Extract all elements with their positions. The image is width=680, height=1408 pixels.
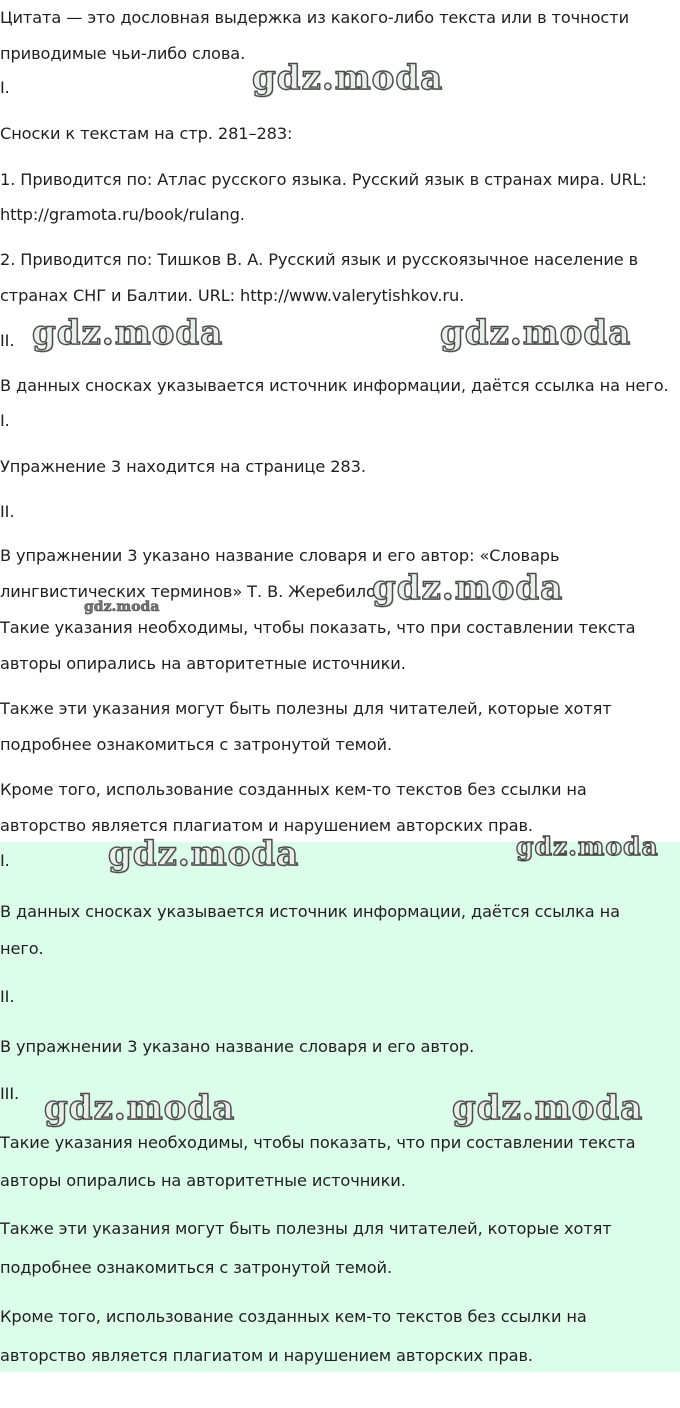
- text-line: авторство является плагиатом и нарушением авторских прав.: [0, 1346, 533, 1365]
- section-marker: II.: [0, 987, 15, 1006]
- text-line: авторство является плагиатом и нарушением авторских прав.: [0, 816, 533, 835]
- watermark-logo: gdz.moda: [440, 313, 632, 353]
- text-line: авторы опирались на авторитетные источники.: [0, 1171, 406, 1190]
- watermark-logo: gdz.moda: [252, 58, 444, 98]
- footnote-2-url: странах СНГ и Балтии. URL: http://www.valerytishkov.ru.: [0, 286, 465, 305]
- watermark-logo: gdz.moda: [32, 313, 224, 353]
- text-line: подробнее ознакомиться с затронутой темой.: [0, 735, 392, 754]
- watermark-logo: gdz.moda: [516, 832, 659, 861]
- footnote-1-url: http://gramota.ru/book/rulang.: [0, 205, 245, 224]
- text-line: Также эти указания могут быть полезны для читателей, которые хотят: [0, 1219, 612, 1238]
- text-line: В упражнении 3 указано название словаря и его автор.: [0, 1037, 475, 1056]
- text-line: лингвистических терминов» Т. В. Жеребило.: [0, 582, 381, 601]
- watermark-logo: gdz.moda: [44, 1088, 236, 1128]
- watermark-logo: gdz.moda: [108, 834, 300, 874]
- text-line: В упражнении 3 указано название словаря и его автор: «Словарь: [0, 546, 560, 565]
- watermark-logo: gdz.moda: [84, 599, 160, 615]
- text-line: Цитата — это дословная выдержка из какого-либо текста или в точности: [0, 8, 629, 27]
- text-line: подробнее ознакомиться с затронутой темой.: [0, 1258, 392, 1277]
- text-line: Также эти указания могут быть полезны для читателей, которые хотят: [0, 699, 612, 718]
- text-line: Такие указания необходимы, чтобы показать, что при составлении текста: [0, 618, 636, 637]
- section-marker: II.: [0, 502, 15, 521]
- section-marker: I.: [0, 78, 10, 97]
- text-line: В данных сносках указывается источник информации, даётся ссылка на него.: [0, 376, 669, 395]
- text-line: приводимые чьи-либо слова.: [0, 44, 246, 63]
- section-marker: I.: [0, 411, 10, 430]
- text-line: Кроме того, использование созданных кем-то текстов без ссылки на: [0, 780, 587, 799]
- text-line: авторы опирались на авторитетные источники.: [0, 654, 406, 673]
- watermark-logo: gdz.moda: [372, 568, 564, 608]
- text-line: В данных сносках указывается источник информации, даётся ссылка на: [0, 902, 620, 921]
- text-line: Кроме того, использование созданных кем-то текстов без ссылки на: [0, 1307, 587, 1326]
- text-line: Сноски к текстам на стр. 281–283:: [0, 124, 293, 143]
- watermark-logo: gdz.moda: [452, 1088, 644, 1128]
- footnote-2: 2. Приводится по: Тишков В. А. Русский язык и русскоязычное население в: [0, 250, 639, 269]
- text-line: Такие указания необходимы, чтобы показать, что при составлении текста: [0, 1133, 636, 1152]
- footnote-1: 1. Приводится по: Атлас русского языка. Русский язык в странах мира. URL:: [0, 170, 647, 189]
- section-marker: III.: [0, 1084, 20, 1103]
- text-line: него.: [0, 939, 44, 958]
- text-line: Упражнение 3 находится на странице 283.: [0, 457, 366, 476]
- section-marker: I.: [0, 851, 10, 870]
- section-marker: II.: [0, 331, 15, 350]
